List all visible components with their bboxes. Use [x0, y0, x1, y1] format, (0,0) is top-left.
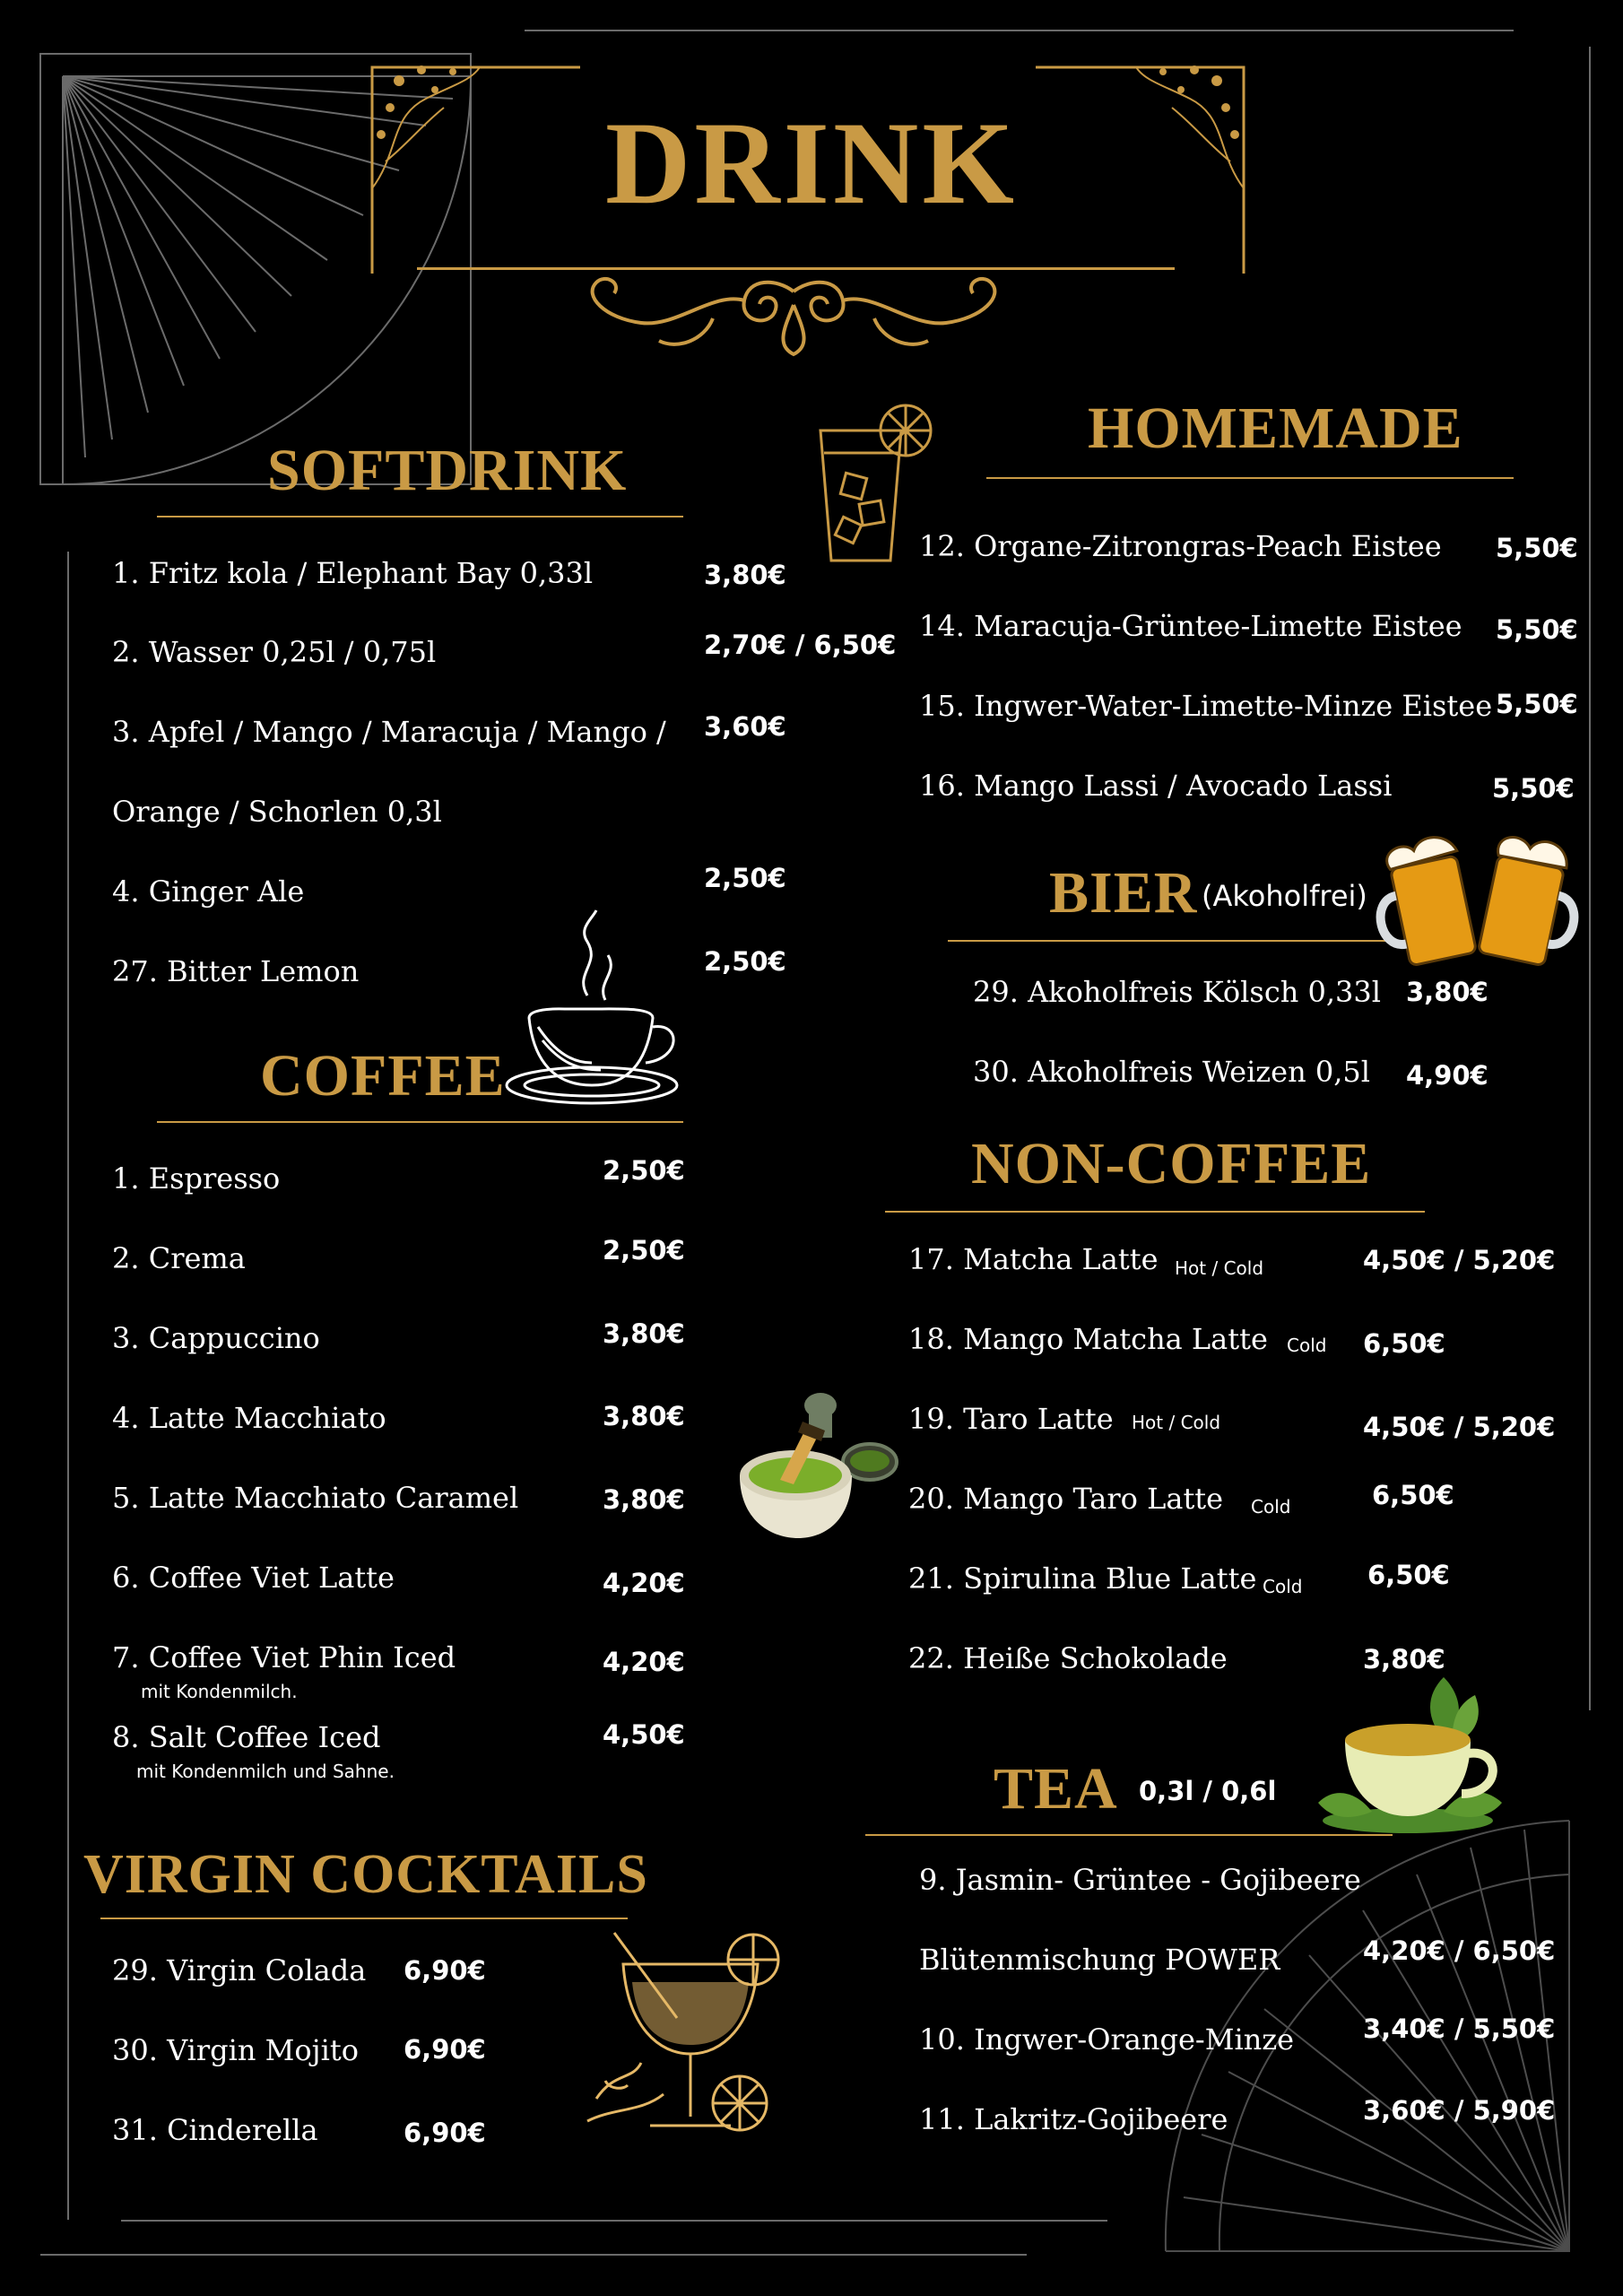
- menu-item-name: 16. Mango Lassi / Avocado Lassi: [919, 769, 1393, 803]
- virgin-cocktails-underline: [100, 1918, 628, 1919]
- menu-item-name: 30. Virgin Mojito: [112, 2033, 359, 2067]
- menu-item-name: 3. Apfel / Mango / Maracuja / Mango /: [112, 715, 666, 749]
- menu-item-price: 4,50€: [603, 1719, 685, 1750]
- frame-bottom-line-1: [121, 2220, 1107, 2222]
- homemade-underline: [986, 477, 1514, 479]
- menu-item-price: 2,50€: [704, 946, 786, 977]
- tea-cup-icon: [1309, 1668, 1506, 1834]
- menu-item-price: 5,50€: [1492, 773, 1575, 804]
- cocktail-glass-icon: [578, 1928, 785, 2139]
- menu-item-name: 20. Mango Taro Latte: [908, 1482, 1224, 1516]
- menu-item-price: 5,50€: [1496, 689, 1578, 719]
- coffee-heading: COFFEE: [260, 1043, 506, 1109]
- menu-item-name: 15. Ingwer-Water-Limette-Minze Eistee: [919, 689, 1493, 723]
- menu-item-name: 22. Heiße Schokolade: [908, 1641, 1228, 1675]
- menu-item-price: 6,50€: [1367, 1560, 1450, 1590]
- menu-item-name: 29. Virgin Colada: [112, 1953, 367, 1987]
- coffee-underline: [157, 1121, 683, 1123]
- menu-item-price: 3,80€: [1363, 1644, 1445, 1674]
- menu-item-tag: Hot / Cold: [1175, 1257, 1264, 1279]
- menu-title: DRINK: [604, 97, 1019, 229]
- matcha-bowl-icon: [735, 1386, 906, 1543]
- frame-bottom-line-2: [40, 2254, 1027, 2256]
- frame-left-line: [67, 552, 69, 2220]
- menu-item-price: 4,50€ / 5,20€: [1363, 1412, 1556, 1442]
- menu-item-name: 18. Mango Matcha Latte: [908, 1322, 1268, 1356]
- non-coffee-underline: [885, 1211, 1425, 1213]
- menu-item-name: 4. Latte Macchiato: [112, 1401, 386, 1435]
- menu-item-note: mit Kondenmilch.: [141, 1681, 298, 1702]
- menu-item-price: 3,60€: [704, 711, 786, 742]
- tea-sizes: 0,3l / 0,6l: [1139, 1776, 1277, 1806]
- menu-item-name: 30. Akoholfreis Weizen 0,5l: [973, 1055, 1370, 1089]
- menu-item-tag: Cold: [1287, 1335, 1327, 1356]
- menu-item-price: 6,90€: [404, 2034, 486, 2065]
- title-underline: [417, 267, 1175, 270]
- menu-item-price: 6,50€: [1372, 1480, 1454, 1510]
- menu-item-name: 12. Organe-Zitrongras-Peach Eistee: [919, 529, 1442, 563]
- menu-item-name-line2: Orange / Schorlen 0,3l: [112, 795, 442, 829]
- menu-item-name: 31. Cinderella: [112, 2113, 318, 2147]
- menu-item-name: 2. Crema: [112, 1241, 246, 1275]
- menu-item-price: 2,50€: [603, 1235, 685, 1265]
- menu-item-price: 2,50€: [603, 1155, 685, 1186]
- tea-underline: [865, 1834, 1393, 1836]
- menu-item-price: 2,70€ / 6,50€: [704, 630, 897, 660]
- softdrink-underline: [157, 516, 683, 517]
- tea-heading: TEA: [994, 1756, 1118, 1822]
- menu-item-name: 4. Ginger Ale: [112, 874, 305, 909]
- beer-mugs-icon: [1385, 825, 1574, 969]
- menu-item-tag: Cold: [1251, 1496, 1291, 1518]
- menu-item-price: 3,40€ / 5,50€: [1363, 2013, 1556, 2044]
- menu-item-name: 10. Ingwer-Orange-Minze: [919, 2022, 1295, 2057]
- menu-item-price: 6,90€: [404, 2118, 486, 2148]
- menu-item-price: 5,50€: [1496, 614, 1578, 645]
- menu-item-name: 2. Wasser 0,25l / 0,75l: [112, 635, 437, 669]
- coffee-cup-icon: [502, 910, 681, 1112]
- menu-item-name: 9. Jasmin- Grüntee - Gojibeere: [919, 1863, 1361, 1897]
- iced-drink-icon: [812, 399, 937, 565]
- scroll-flourish-icon: [569, 274, 1018, 359]
- menu-item-price: 4,20€: [603, 1568, 685, 1598]
- menu-item-name: 6. Coffee Viet Latte: [112, 1561, 395, 1595]
- menu-item-price: 4,20€: [603, 1647, 685, 1677]
- menu-item-name: 1. Espresso: [112, 1161, 281, 1196]
- menu-item-price: 4,90€: [1406, 1060, 1488, 1091]
- menu-item-name: 29. Akoholfreis Kölsch 0,33l: [973, 975, 1381, 1009]
- menu-item-name: 7. Coffee Viet Phin Iced: [112, 1640, 456, 1674]
- menu-item-price: 3,80€: [603, 1318, 685, 1349]
- bier-underline: [948, 940, 1414, 942]
- homemade-heading: HOMEMADE: [1088, 396, 1463, 461]
- menu-item-name: 27. Bitter Lemon: [112, 954, 360, 988]
- menu-item-name: 17. Matcha Latte: [908, 1242, 1159, 1276]
- menu-item-name: 11. Lakritz-Gojibeere: [919, 2102, 1228, 2136]
- menu-item-price: 3,80€: [1406, 977, 1488, 1007]
- menu-item-tag: Hot / Cold: [1132, 1412, 1221, 1433]
- menu-item-price: 3,80€: [704, 560, 786, 590]
- non-coffee-heading: NON-COFFEE: [971, 1131, 1372, 1196]
- menu-item-price: 5,50€: [1496, 533, 1578, 563]
- menu-item-name: 21. Spirulina Blue Latte: [908, 1561, 1257, 1596]
- menu-item-name: 3. Cappuccino: [112, 1321, 320, 1355]
- menu-item-name: 5. Latte Macchiato Caramel: [112, 1481, 519, 1515]
- menu-item-name-line2: Blütenmischung POWER: [919, 1943, 1280, 1977]
- menu-item-note: mit Kondenmilch und Sahne.: [136, 1761, 395, 1782]
- menu-item-tag: Cold: [1263, 1576, 1303, 1597]
- menu-item-price: 3,80€: [603, 1484, 685, 1515]
- menu-item-name: 1. Fritz kola / Elephant Bay 0,33l: [112, 556, 594, 590]
- menu-item-name: 14. Maracuja-Grüntee-Limette Eistee: [919, 609, 1462, 643]
- bier-heading: BIER: [1049, 860, 1198, 926]
- menu-item-name: 19. Taro Latte: [908, 1402, 1114, 1436]
- menu-item-price: 3,80€: [603, 1401, 685, 1431]
- bier-subtitle: (Akoholfrei): [1202, 879, 1367, 913]
- menu-item-price: 2,50€: [704, 863, 786, 893]
- menu-item-name: 8. Salt Coffee Iced: [112, 1720, 381, 1754]
- frame-top-line: [525, 30, 1514, 31]
- menu-item-price: 3,60€ / 5,90€: [1363, 2095, 1556, 2126]
- softdrink-heading: SOFTDRINK: [267, 438, 628, 503]
- frame-right-line: [1589, 47, 1591, 1710]
- menu-item-price: 4,20€ / 6,50€: [1363, 1935, 1556, 1966]
- menu-item-price: 4,50€ / 5,20€: [1363, 1245, 1556, 1275]
- virgin-cocktails-heading: VIRGIN COCKTAILS: [83, 1844, 648, 1905]
- menu-item-price: 6,50€: [1363, 1328, 1445, 1359]
- menu-item-price: 6,90€: [404, 1955, 486, 1986]
